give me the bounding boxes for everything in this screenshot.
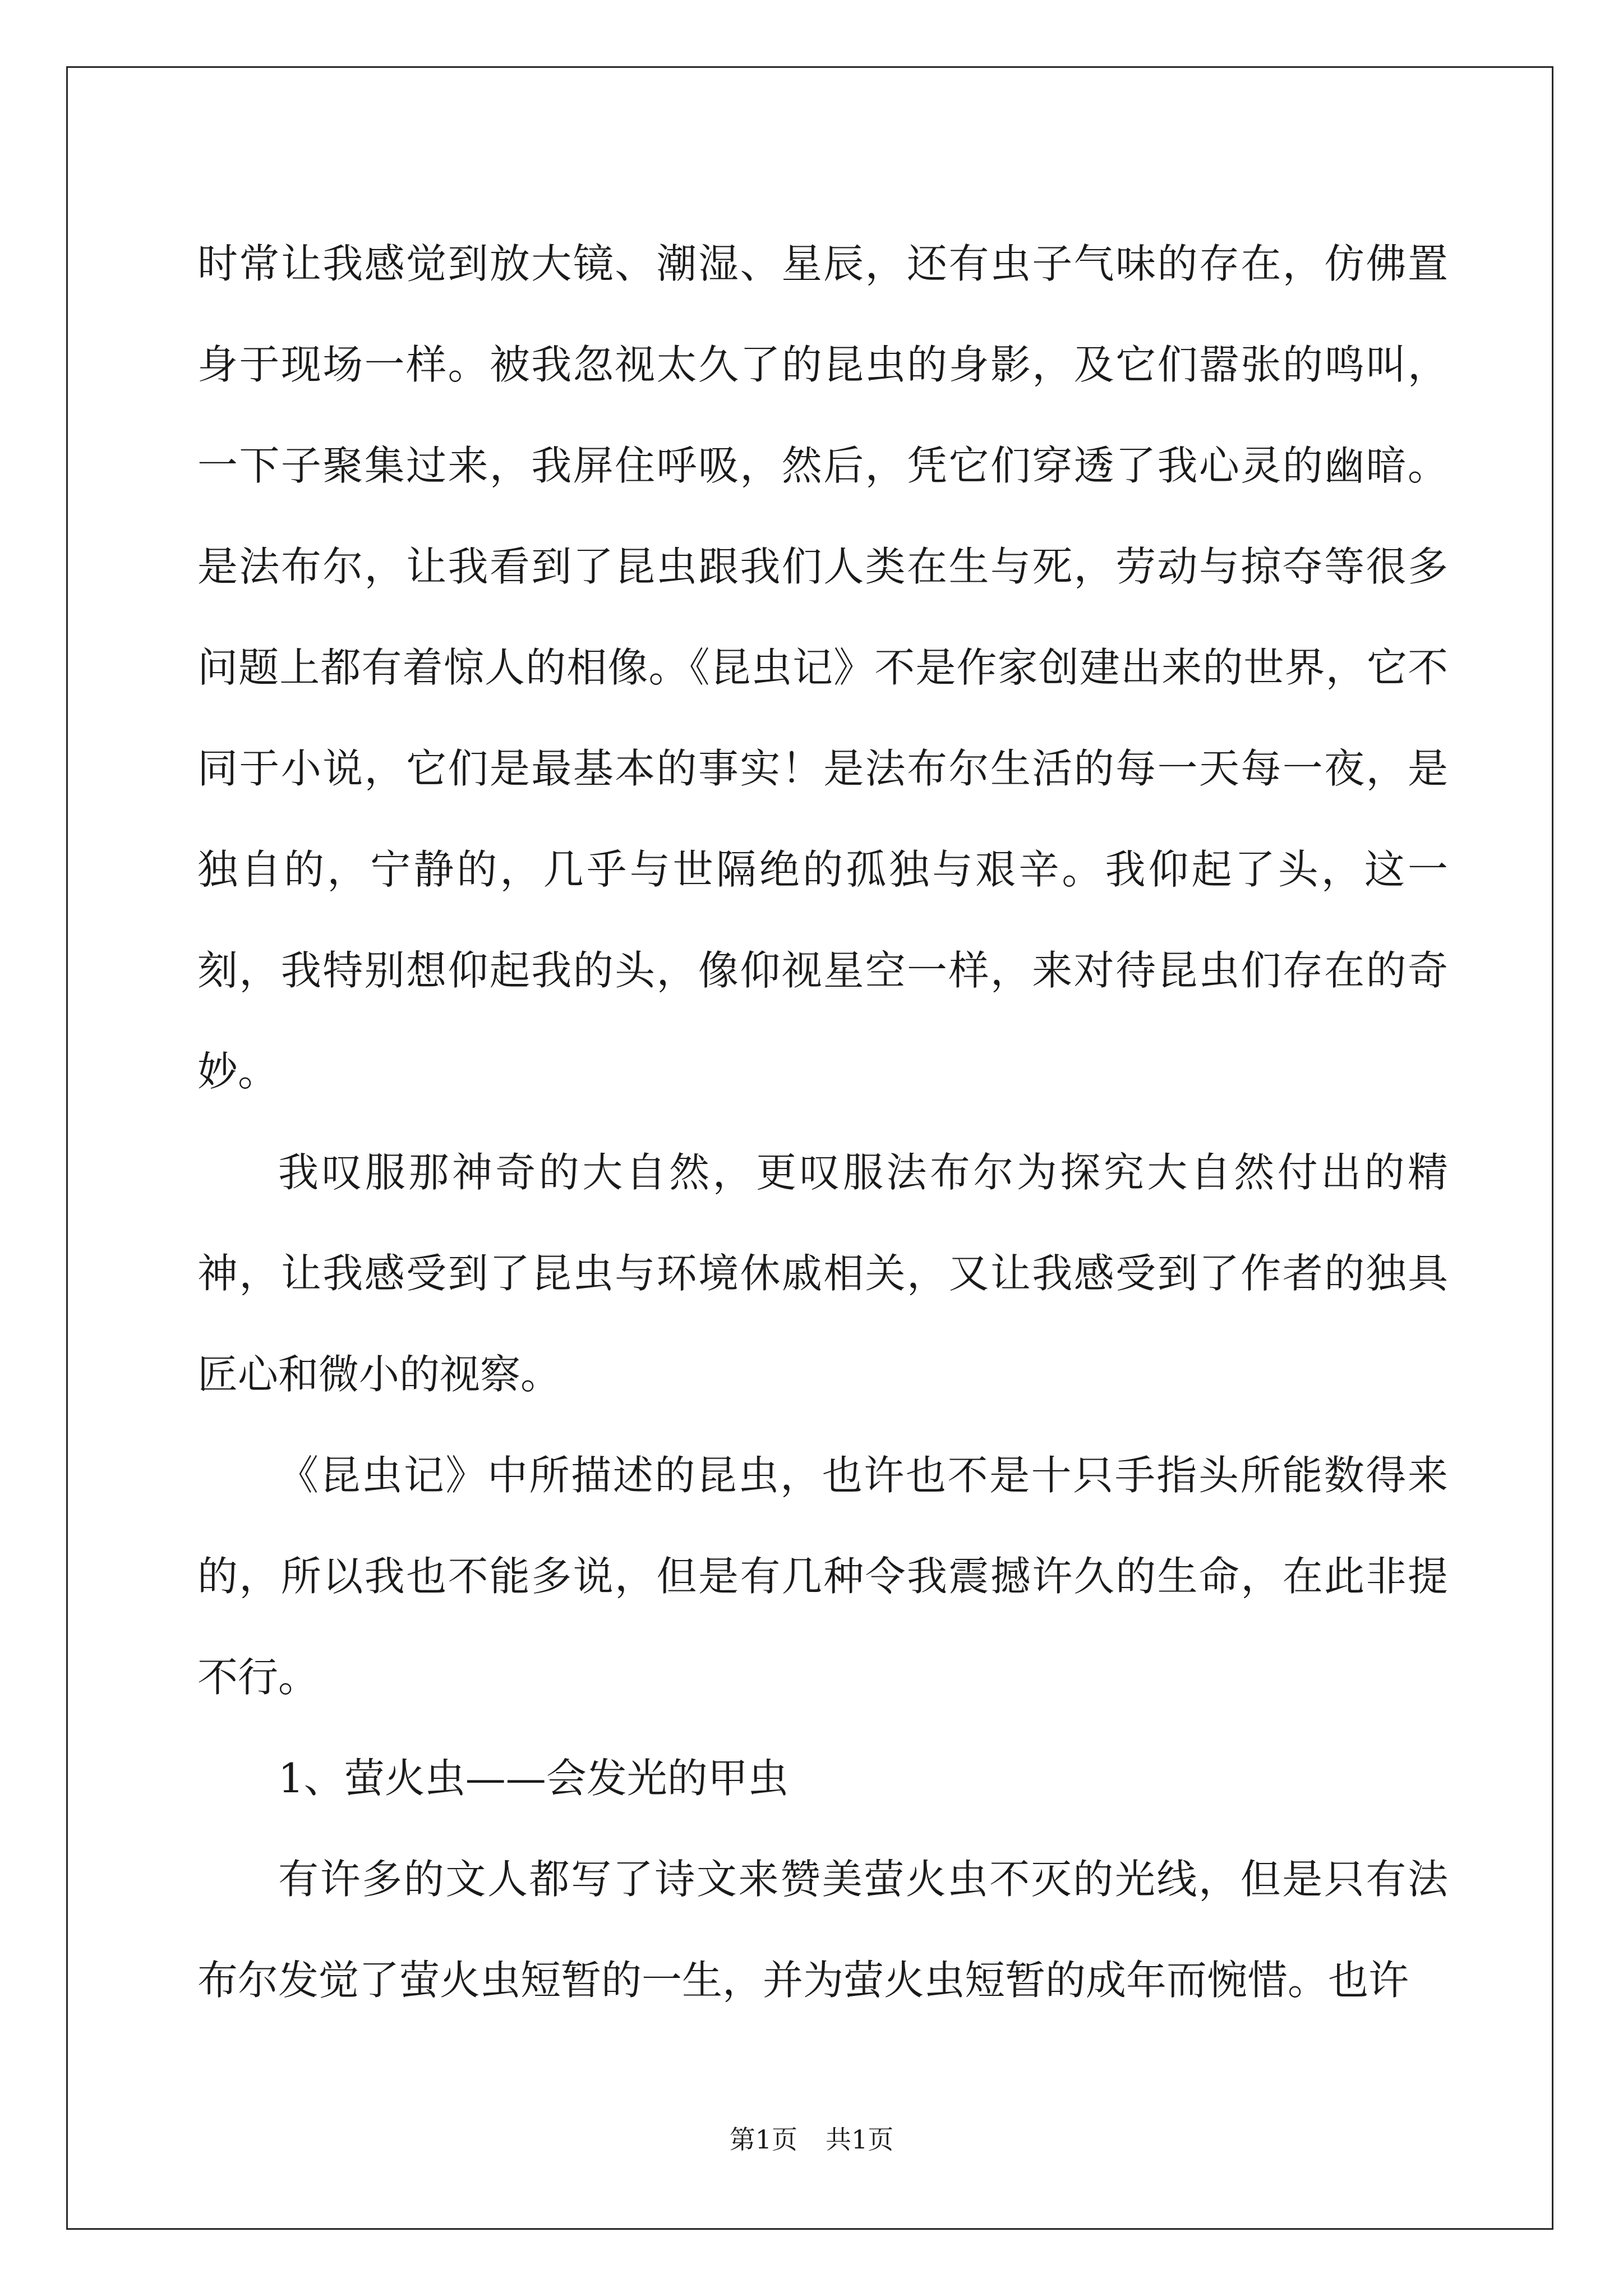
page-number: 第1页 [729,2124,797,2155]
page-footer [0,2119,1623,2156]
document-body [197,213,1448,2031]
paragraph-3: 《昆虫记》中所描述的昆虫，也许也不是十只手指头所能数得来的，所以我也不能多说，但是有几种令我震撼许久的生命，在此非提不行。 [197,1452,1448,1701]
paragraph-2: 我叹服那神奇的大自然，更叹服法布尔为探究大自然付出的精神，让我感受到了昆虫与环境休戚相关，又让我感受到了作者的独具匠心和微小的视察。 [197,1149,1448,1398]
page-total: 共1页 [826,2124,894,2155]
paragraph-1: 时常让我感觉到放大镜、潮湿、星辰，还有虫子气味的存在，仿佛置身于现场一样。被我忽视太久了的昆虫的身影，及它们嚣张的鸣叫，一下子聚集过来，我屏住呼吸，然后，凭它们穿透了我心灵的幽暗。是法布尔，让我看到了昆虫跟我们人类在生与死，劳动与掠夺等很多问题上都有着惊人的相像。《昆虫记》不是作家创建出来的世界，它不同于小说，它们是最基本的事实！是法布尔生活的每一天每一夜，是独自的，宁静的，几乎与世隔绝的孤独与艰辛。我仰起了头，这一刻，我特别想仰起我的头，像仰视星空一样，来对待昆虫们存在的奇妙。 [197,240,1448,1095]
section-heading-firefly: 1、萤火虫——会发光的甲虫 [278,1755,789,1802]
paragraph-5: 有许多的文人都写了诗文来赞美萤火虫不灭的光线，但是只有法布尔发觉了萤火虫短暂的一生，并为萤火虫短暂的成年而惋惜。也许 [197,1856,1448,2004]
